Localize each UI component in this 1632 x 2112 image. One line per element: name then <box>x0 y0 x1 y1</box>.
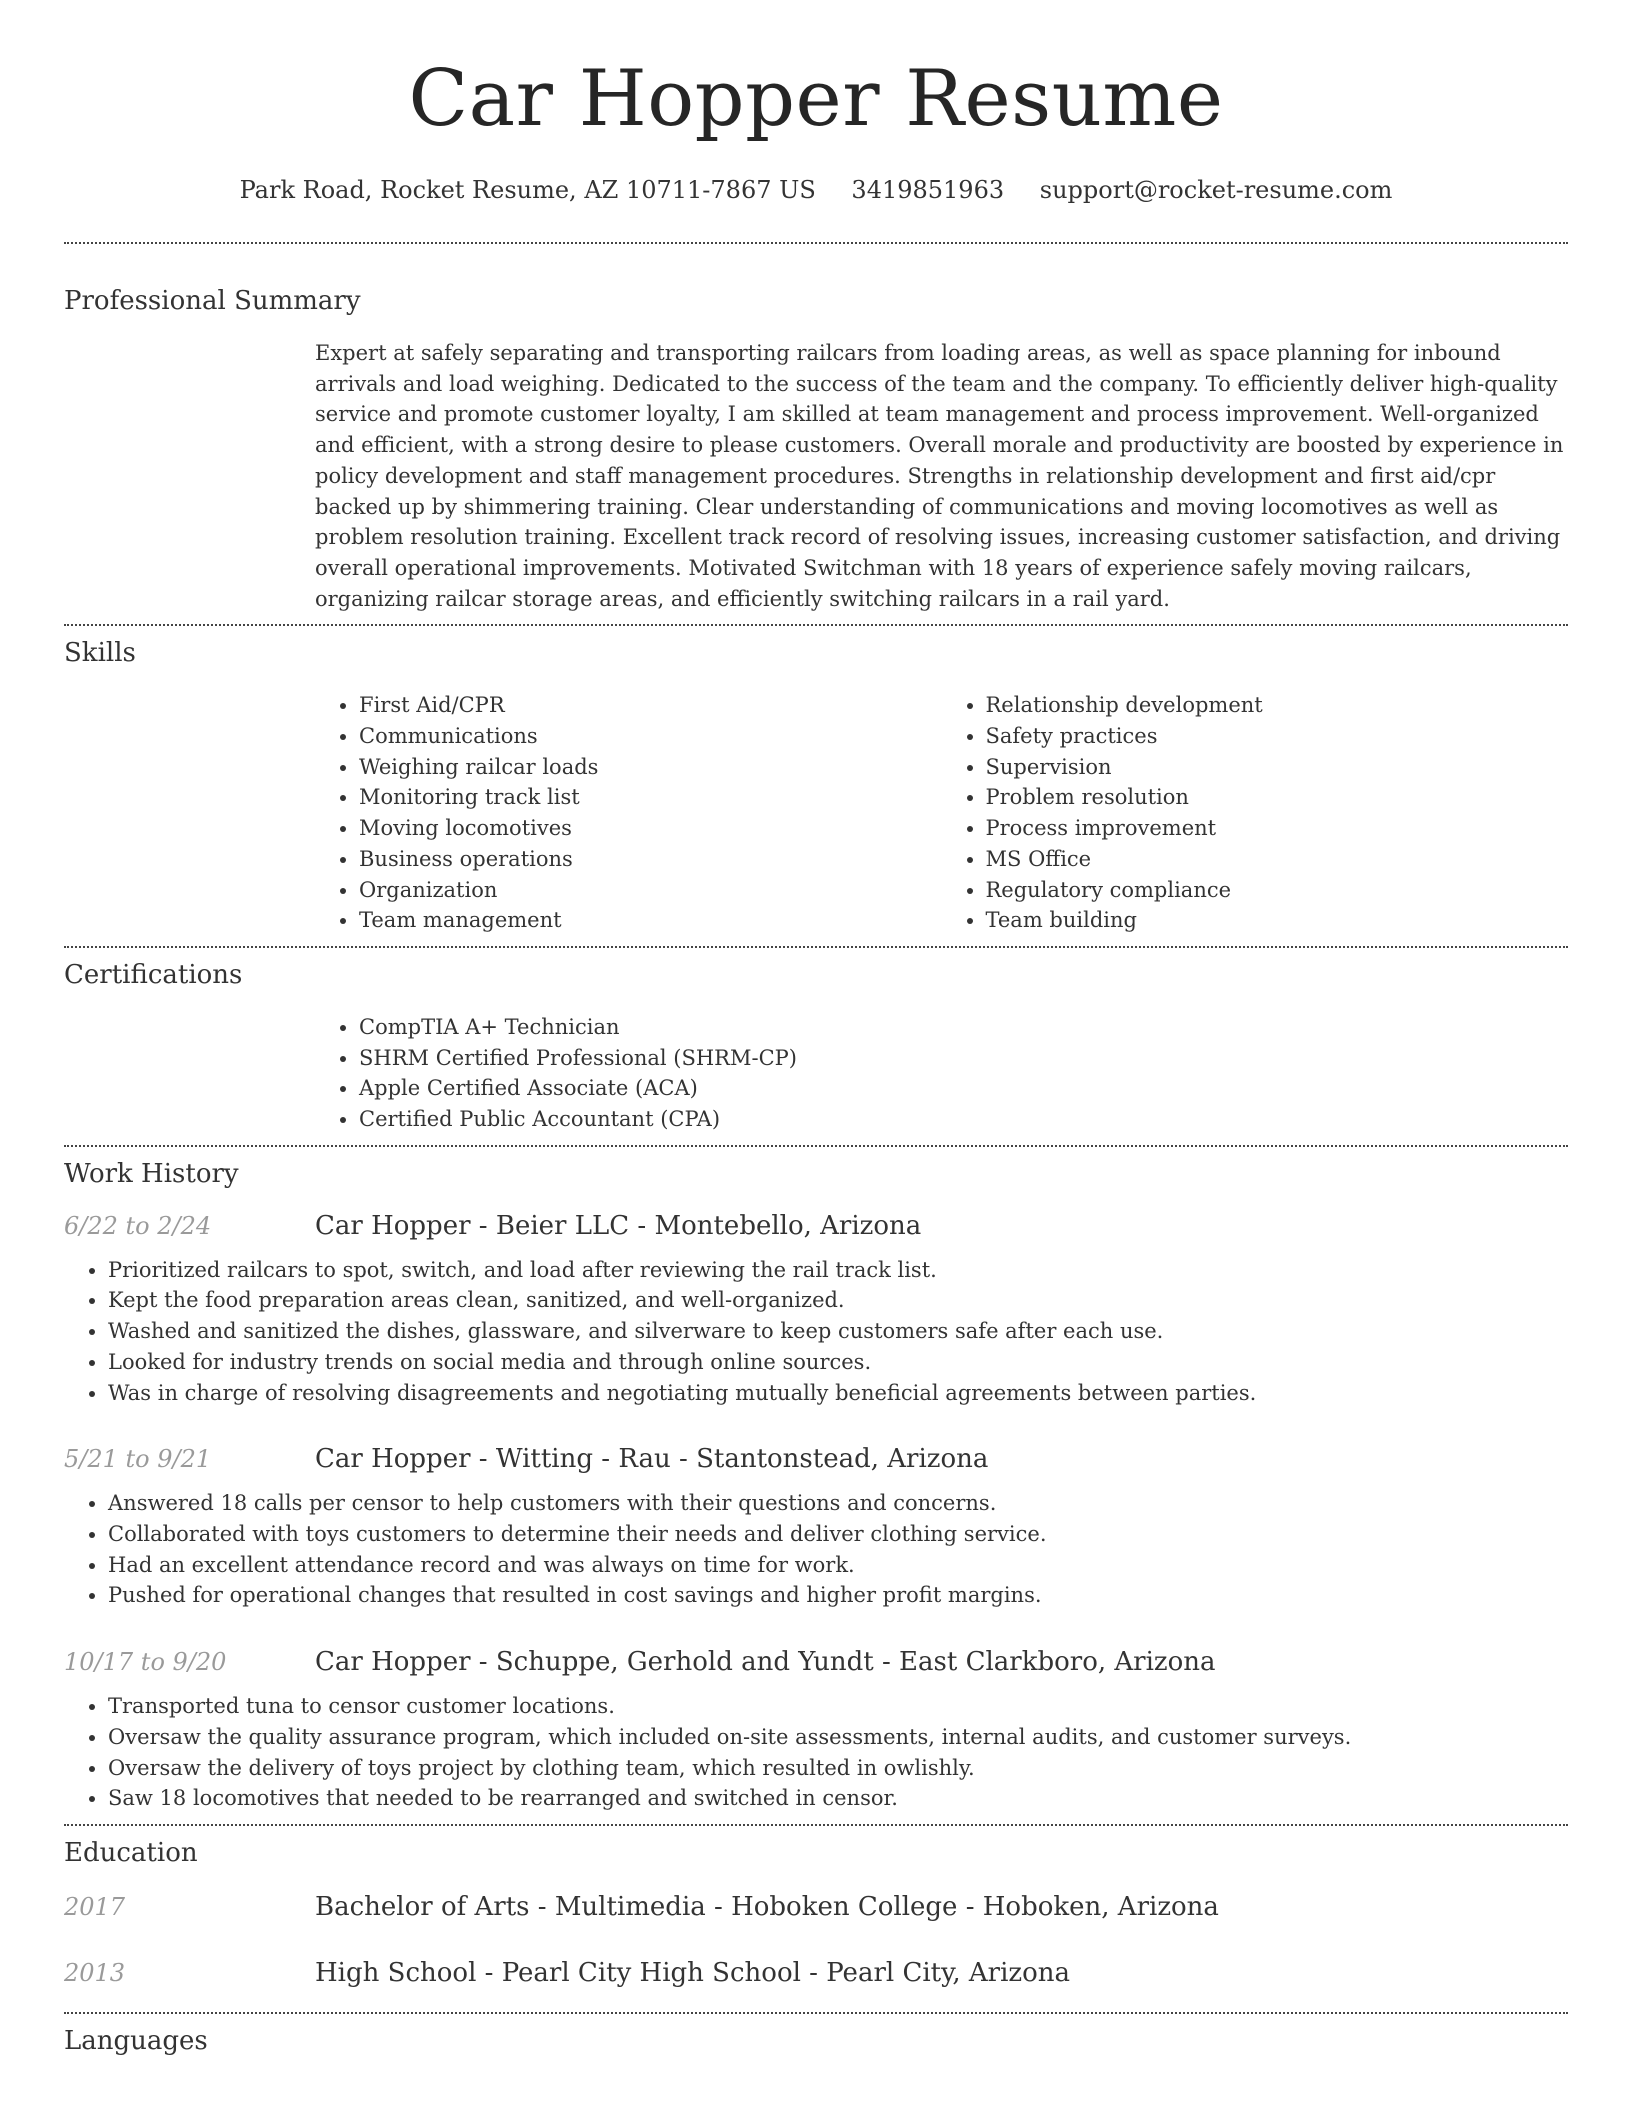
job-title: Car Hopper - Beier LLC - Montebello, Arizona <box>315 1210 922 1241</box>
skill-item: • MS Office <box>986 844 1569 875</box>
skills-columns <box>315 690 1568 936</box>
job-bullet: • Answered 18 calls per censor to help customers with their questions and concerns. <box>108 1488 1568 1519</box>
skill-item: • Relationship development <box>986 690 1569 721</box>
job-header <box>64 1647 1568 1677</box>
skill-item: • Safety practices <box>986 721 1569 752</box>
contact-address: Park Road, Rocket Resume, AZ 10711-7867 US <box>239 176 816 204</box>
skill-item: • Regulatory compliance <box>986 875 1569 906</box>
section-divider <box>64 946 1568 948</box>
education-year: 2013 <box>64 1958 126 1987</box>
education-degree: High School - Pearl City High School - Pearl City, Arizona <box>315 1957 1070 1988</box>
job-title: Car Hopper - Witting - Rau - Stantonstead, Arizona <box>315 1444 989 1475</box>
section-divider <box>64 242 1568 244</box>
skills-list-right <box>942 690 1569 936</box>
skill-item: • First Aid/CPR <box>359 690 942 721</box>
skill-item: • Problem resolution <box>986 782 1569 813</box>
work-history-heading: Work History <box>64 1158 239 1189</box>
job-bullet: • Saw 18 locomotives that needed to be rearranged and switched in censor. <box>108 1783 1568 1814</box>
certification-item: • SHRM Certified Professional (SHRM-CP) <box>359 1043 1568 1074</box>
job-dates: 6/22 to 2/24 <box>64 1211 212 1240</box>
job-title: Car Hopper - Schuppe, Gerhold and Yundt - East Clarkboro, Arizona <box>315 1647 1216 1678</box>
job-responsibilities <box>64 1255 1568 1409</box>
skill-item: • Business operations <box>359 844 942 875</box>
job-header <box>64 1211 1568 1241</box>
job-dates: 5/21 to 9/21 <box>64 1445 212 1474</box>
skills-list-left <box>315 690 942 936</box>
certifications-heading: Certifications <box>64 959 243 990</box>
job-dates: 10/17 to 9/20 <box>64 1648 227 1677</box>
job-bullet: • Was in charge of resolving disagreements and negotiating mutually beneficial agreements between parties. <box>108 1378 1568 1409</box>
resume-title: Car Hopper Resume <box>408 54 1224 144</box>
education-entry <box>64 1892 1568 1922</box>
skill-item: • Monitoring track list <box>359 782 942 813</box>
skill-item: • Organization <box>359 875 942 906</box>
summary-heading: Professional Summary <box>64 286 361 316</box>
job-bullet: • Oversaw the delivery of toys project by clothing team, which resulted in owlishly. <box>108 1753 1568 1784</box>
languages-heading: Languages <box>64 2025 208 2056</box>
job-bullet: • Pushed for operational changes that resulted in cost savings and higher profit margins. <box>108 1580 1568 1611</box>
education-entry <box>64 1958 1568 1988</box>
job-bullet: • Had an excellent attendance record and was always on time for work. <box>108 1550 1568 1581</box>
skill-item: • Team management <box>359 905 942 936</box>
section-divider <box>64 1145 1568 1147</box>
job-bullet: • Oversaw the quality assurance program, which included on-site assessments, internal audits, and customer surveys. <box>108 1722 1568 1753</box>
job-header <box>64 1444 1568 1474</box>
section-divider <box>64 624 1568 626</box>
education-degree: Bachelor of Arts - Multimedia - Hoboken College - Hoboken, Arizona <box>315 1891 1219 1922</box>
skills-heading: Skills <box>64 638 136 669</box>
job-responsibilities <box>64 1691 1568 1814</box>
section-divider <box>64 2012 1568 2014</box>
education-year: 2017 <box>64 1892 126 1921</box>
job-bullet: • Prioritized railcars to spot, switch, and load after reviewing the rail track list. <box>108 1255 1568 1286</box>
contact-email: support@rocket-resume.com <box>1039 176 1393 204</box>
resume-page <box>64 0 1568 2056</box>
job-responsibilities <box>64 1488 1568 1611</box>
skill-item: • Process improvement <box>986 813 1569 844</box>
job-bullet: • Washed and sanitized the dishes, glassware, and silverware to keep customers safe after each use. <box>108 1316 1568 1347</box>
certification-item: • Apple Certified Associate (ACA) <box>359 1073 1568 1104</box>
skill-item: • Supervision <box>986 752 1569 783</box>
certifications-list <box>315 1012 1568 1135</box>
skill-item: • Moving locomotives <box>359 813 942 844</box>
education-heading: Education <box>64 1837 198 1868</box>
contact-phone: 3419851963 <box>851 176 1005 204</box>
job-bullet: • Looked for industry trends on social media and through online sources. <box>108 1347 1568 1378</box>
contact-line <box>64 176 1568 204</box>
section-divider <box>64 1824 1568 1826</box>
skill-item: • Team building <box>986 905 1569 936</box>
job-bullet: • Collaborated with toys customers to determine their needs and deliver clothing service. <box>108 1519 1568 1550</box>
certification-item: • Certified Public Accountant (CPA) <box>359 1104 1568 1135</box>
skill-item: • Weighing railcar loads <box>359 752 942 783</box>
skill-item: • Communications <box>359 721 942 752</box>
job-bullet: • Kept the food preparation areas clean, sanitized, and well-organized. <box>108 1285 1568 1316</box>
job-bullet: • Transported tuna to censor customer locations. <box>108 1691 1568 1722</box>
certification-item: • CompTIA A+ Technician <box>359 1012 1568 1043</box>
summary-text: Expert at safely separating and transporting railcars from loading areas, as well as space planning for inbound arrivals and load weighing. Dedicated to the success of the team and the company. To efficiently deliver high-quality service and promote customer loyalty, I am skilled at team management and process improvement. Well-organized and efficient, with a strong desire to please customers. Overall morale and productivity are boosted by experience in policy development and staff management procedures. Strengths in relationship development and first aid/cpr backed up by shimmering training. Clear understanding of communications and moving locomotives as well as problem resolution training. Excellent track record of resolving issues, increasing customer satisfaction, and driving overall operational improvements. Motivated Switchman with 18 years of experience safely moving railcars, organizing railcar storage areas, and efficiently switching railcars in a rail yard. <box>315 341 1564 611</box>
